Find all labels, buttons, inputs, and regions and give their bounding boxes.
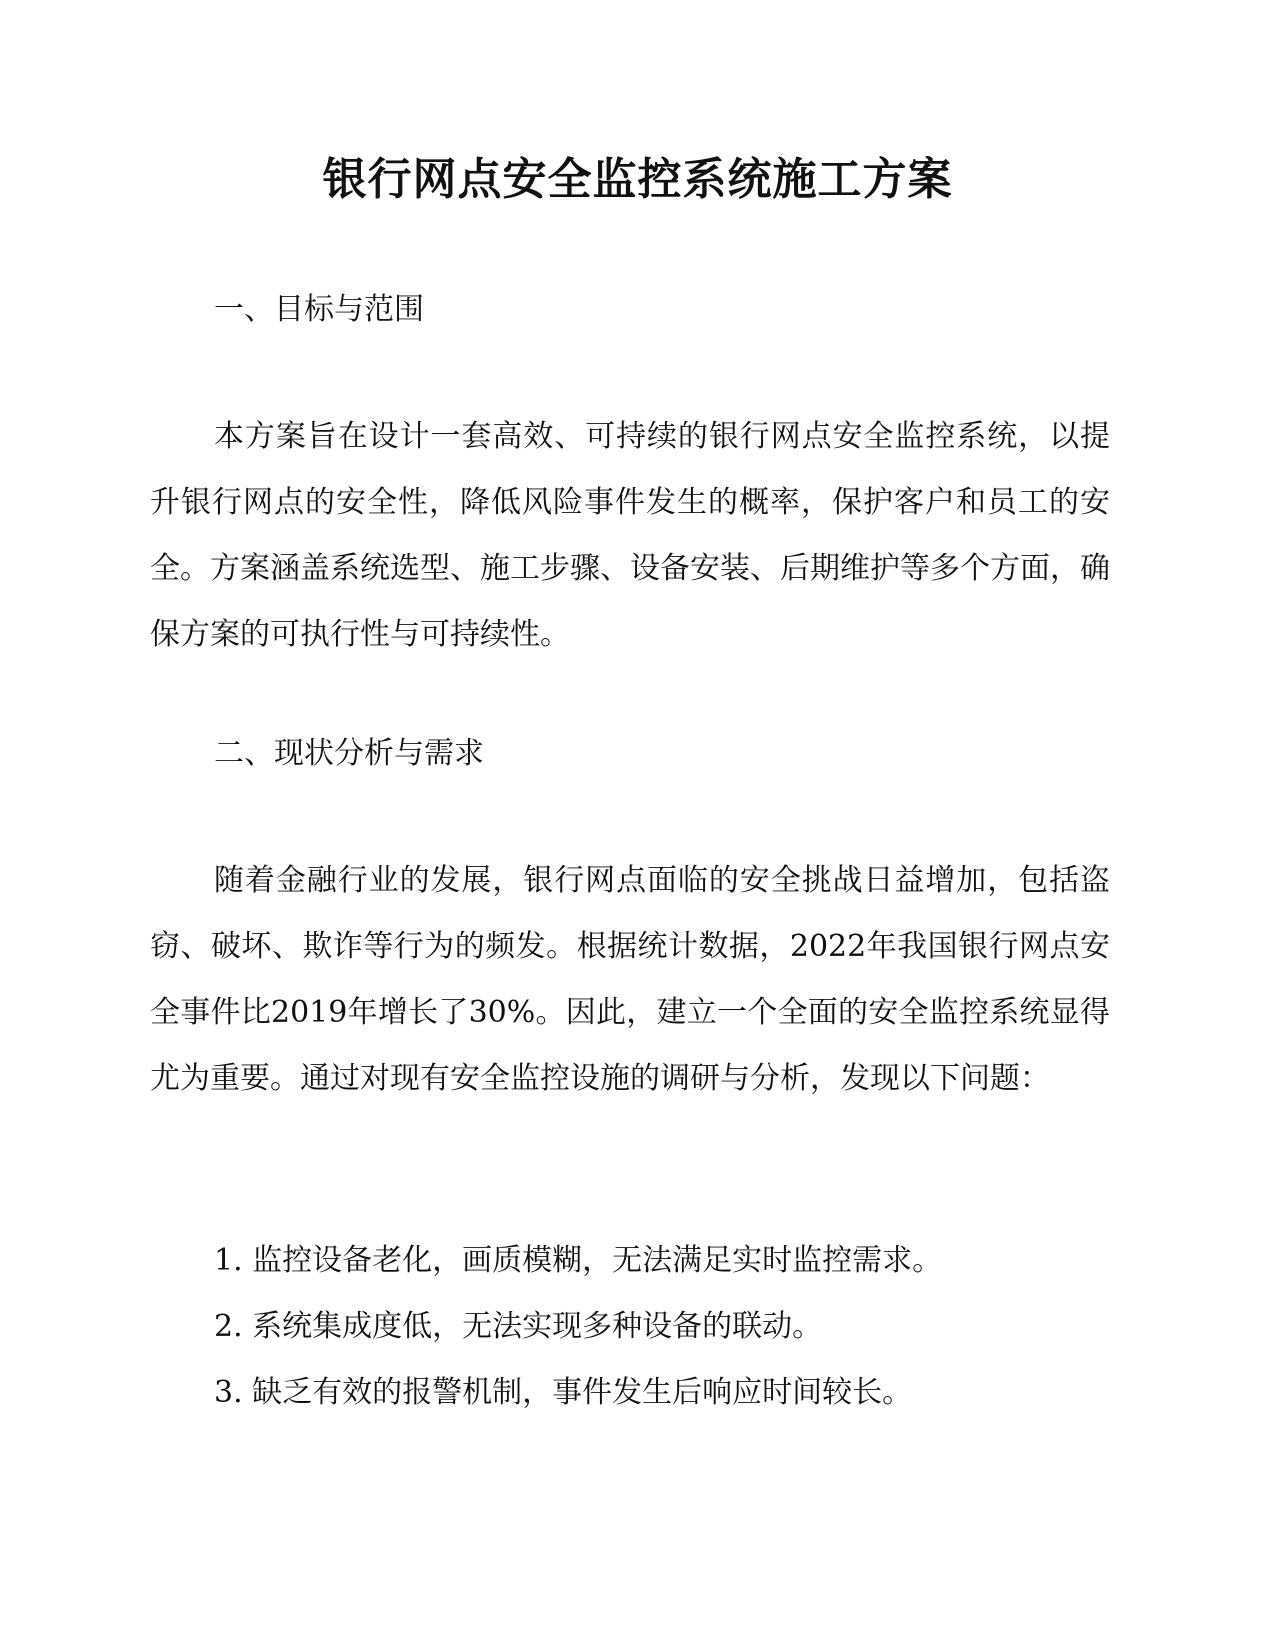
list-item: 1. 监控设备老化，画质模糊，无法满足实时监控需求。 [214, 1243, 943, 1278]
document-title: 银行网点安全监控系统施工方案 [322, 154, 953, 205]
paragraph-goals: 本方案旨在设计一套高效、可持续的银行网点安全监控系统，以提升银行网点的安全性，降低风险事件发生的概率，保护客户和员工的安全。方案涵盖系统选型、施工步骤、设备安装、后期维护等多个方面，确保方案的可执行性与可持续性。 [150, 419, 1110, 652]
section-heading-analysis: 二、现状分析与需求 [214, 736, 484, 771]
issues-list [214, 1228, 1114, 1426]
paragraph-analysis: 随着金融行业的发展，银行网点面临的安全挑战日益增加，包括盗窃、破坏、欺诈等行为的频发。根据统计数据，2022年我国银行网点安全事件比2019年增长了30%。因此，建立一个全面的安全监控系统显得尤为重要。通过对现有安全监控设施的调研与分析，发现以下问题： [150, 863, 1110, 1096]
list-item: 3. 缺乏有效的报警机制，事件发生后响应时间较长。 [214, 1375, 913, 1410]
section-heading-goals: 一、目标与范围 [214, 292, 424, 327]
list-item: 2. 系统集成度低，无法实现多种设备的联动。 [214, 1309, 823, 1344]
